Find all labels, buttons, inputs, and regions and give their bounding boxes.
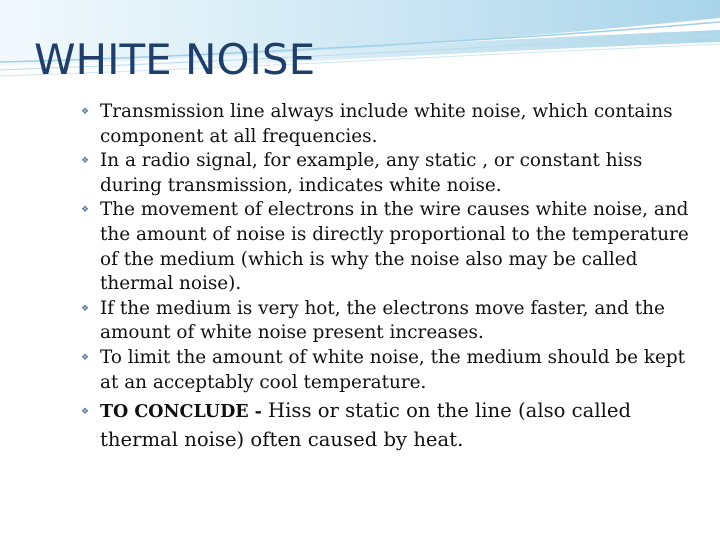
bullet-item [78,149,708,198]
diamond-bullet-icon: ❖ [80,205,90,216]
diamond-bullet-icon: ❖ [80,156,90,167]
bullet-item [78,100,708,149]
bullet-item-conclusion [78,397,708,453]
diamond-bullet-icon: ❖ [80,303,90,314]
diamond-bullet-icon: ❖ [80,107,90,117]
bullet-text: The movement of electrons in the wire causes white noise, and the amount of noise is directly proportional to the temperature of the medium (which is why the noise also may be called thermal noise). [100,199,689,295]
slide-title: WHITE NOISE [34,35,316,84]
diamond-bullet-icon: ❖ [80,407,90,418]
bullet-text: If the medium is very hot, the electrons move faster, and the amount of white noise present increases. [100,297,665,344]
bullet-item [78,346,708,395]
bullet-text: In a radio signal, for example, any static , or constant hiss during transmission, indicates white noise. [100,150,643,196]
diamond-bullet-icon: ❖ [80,352,90,363]
bullet-list [78,100,708,453]
bullet-item [78,198,708,296]
conclusion-lead: TO CONCLUDE - [100,402,269,423]
bullet-text: Transmission line always include white noise, which contains component at all frequencies. [100,101,673,147]
bullet-item [78,297,708,346]
bullet-text: To limit the amount of white noise, the medium should be kept at an acceptably cool temperature. [100,346,686,393]
bullet-text: Hiss or static on the line (also called thermal noise) often caused by heat. [100,399,632,452]
